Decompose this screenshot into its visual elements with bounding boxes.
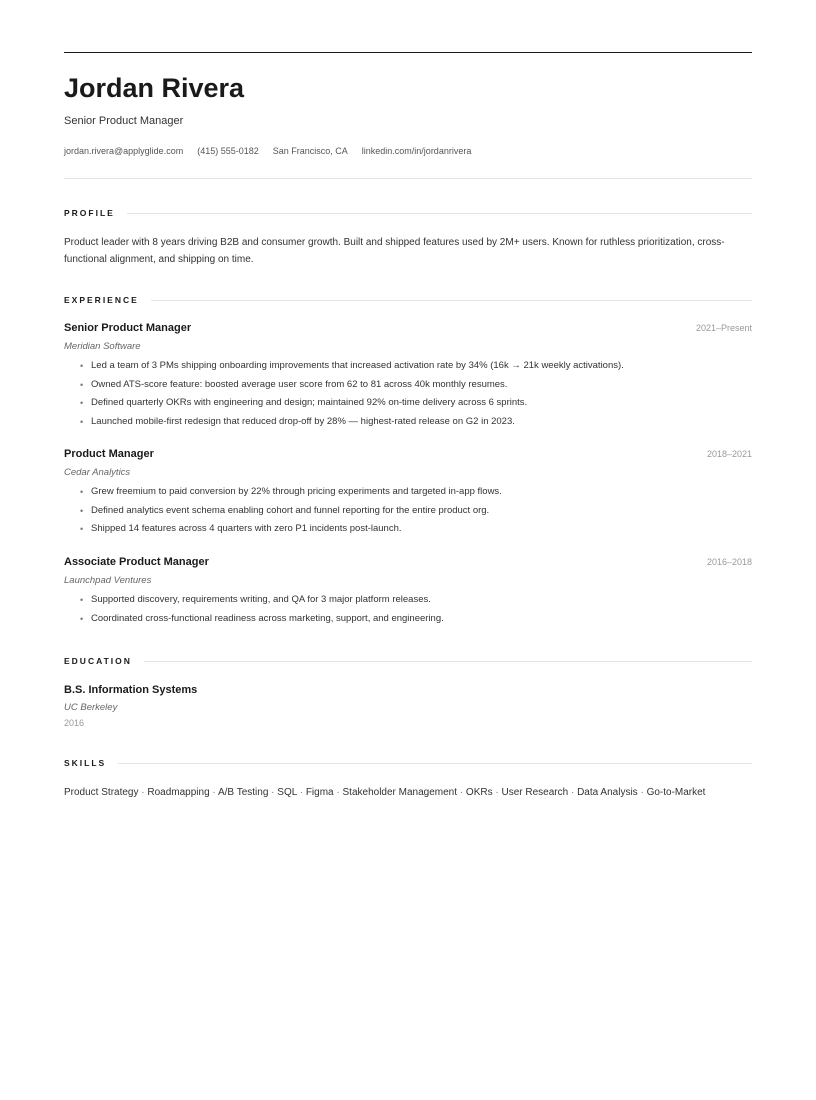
experience-entry: [64, 556, 752, 631]
contact-linkedin: linkedin.com/in/jordanrivera: [361, 146, 472, 156]
bullet-icon: •: [80, 524, 84, 535]
job-bullet: • Supported discovery, requirements writing, and QA for 3 major platform releases.: [80, 594, 431, 605]
section-title-profile: PROFILE: [64, 208, 115, 218]
skill-separator: ·: [568, 787, 578, 798]
skill-separator: ·: [492, 787, 502, 798]
section-divider: [118, 763, 752, 764]
section-divider: [151, 300, 752, 301]
skill-item: Product Strategy: [64, 787, 139, 798]
job-bullet: • Defined quarterly OKRs with engineering and design; maintained 92% on-time delivery across 6 sprints.: [80, 397, 528, 409]
job-dates: 2018–2021: [706, 449, 752, 459]
job-title: Senior Product Manager: [64, 322, 192, 334]
job-bullet: • Led a team of 3 PMs shipping onboarding improvements that increased activation rate by 34% (16k → 21k weekly activations).: [80, 360, 624, 371]
job-dates: 2016–2018: [706, 557, 752, 567]
header-divider: [64, 178, 752, 179]
skill-separator: ·: [333, 787, 343, 798]
education-degree: B.S. Information Systems: [64, 684, 198, 696]
skill-item: Figma: [305, 787, 334, 798]
skill-item: A/B Testing: [217, 787, 269, 798]
job-title: Product Manager: [64, 448, 154, 460]
skill-item: OKRs: [465, 787, 493, 798]
skill-separator: ·: [457, 787, 466, 798]
section-title-skills: SKILLS: [64, 758, 107, 768]
candidate-headline: Senior Product Manager: [64, 115, 184, 127]
bullet-icon: •: [80, 361, 84, 371]
education-entry: [64, 683, 752, 729]
skill-separator: ·: [209, 787, 218, 798]
job-company: Launchpad Ventures: [64, 575, 152, 586]
profile-section-heading: [64, 207, 752, 219]
experience-entry: [64, 448, 752, 542]
job-bullet: • Coordinated cross-functional readiness across marketing, support, and engineering.: [80, 612, 444, 624]
skill-item: Data Analysis: [577, 787, 638, 798]
bullet-icon: •: [80, 379, 84, 390]
skill-item: SQL: [277, 787, 297, 798]
skill-separator: ·: [138, 787, 148, 798]
job-dates: 2021–Present: [695, 323, 752, 333]
experience-entry: [64, 322, 752, 434]
skill-item: Stakeholder Management: [342, 787, 458, 798]
skill-item: Go-to-Market: [646, 787, 706, 798]
education-section-heading: [64, 655, 752, 667]
candidate-name: Jordan Rivera: [64, 73, 245, 103]
education-year: 2016: [64, 718, 85, 728]
skills-list: [64, 786, 752, 799]
contact-line: [64, 145, 471, 157]
bullet-icon: •: [80, 505, 84, 516]
job-bullet-list: [64, 594, 752, 625]
section-title-education: EDUCATION: [64, 656, 132, 666]
profile-summary: Product leader with 8 years driving B2B and consumer growth. Built and shipped features used by 2M+ users. Known for ruthless prioritization, cross-functional alignment, and shipping on time.: [64, 237, 725, 265]
top-divider: [64, 52, 752, 53]
job-bullet-list: [64, 360, 752, 428]
job-bullet: • Grew freemium to paid conversion by 22% through pricing experiments and targeted in-app flows.: [80, 486, 502, 497]
skill-item: Roadmapping: [147, 787, 210, 798]
contact-email: jordan.rivera@applyglide.com: [64, 146, 184, 156]
job-bullet: • Shipped 14 features across 4 quarters with zero P1 incidents post-launch.: [80, 523, 402, 535]
bullet-icon: •: [80, 416, 84, 427]
bullet-icon: •: [80, 595, 84, 605]
bullet-icon: •: [80, 613, 84, 624]
section-divider: [144, 661, 752, 662]
job-title: Associate Product Manager: [64, 556, 209, 568]
contact-location: San Francisco, CA: [272, 146, 348, 156]
job-company: Cedar Analytics: [64, 467, 131, 478]
skill-separator: ·: [296, 787, 306, 798]
job-bullet: • Owned ATS-score feature: boosted average user score from 62 to 81 across 40k monthly resumes.: [80, 378, 508, 390]
skill-separator: ·: [637, 787, 647, 798]
education-school: UC Berkeley: [64, 702, 118, 713]
job-bullet: • Launched mobile-first redesign that reduced drop-off by 28% — highest-rated release on G2 in 2023.: [80, 415, 515, 427]
skill-separator: ·: [268, 787, 278, 798]
experience-section-heading: [64, 294, 752, 306]
contact-phone: (415) 555-0182: [197, 146, 259, 156]
job-bullet: • Defined analytics event schema enabling cohort and funnel reporting for the entire product org.: [80, 504, 490, 516]
skill-item: User Research: [501, 787, 569, 798]
job-bullet-list: [64, 486, 752, 535]
skills-section-heading: [64, 757, 752, 769]
bullet-icon: •: [80, 398, 84, 409]
section-title-experience: EXPERIENCE: [64, 295, 139, 305]
section-divider: [127, 213, 752, 214]
bullet-icon: •: [80, 487, 84, 497]
job-company: Meridian Software: [64, 341, 141, 352]
